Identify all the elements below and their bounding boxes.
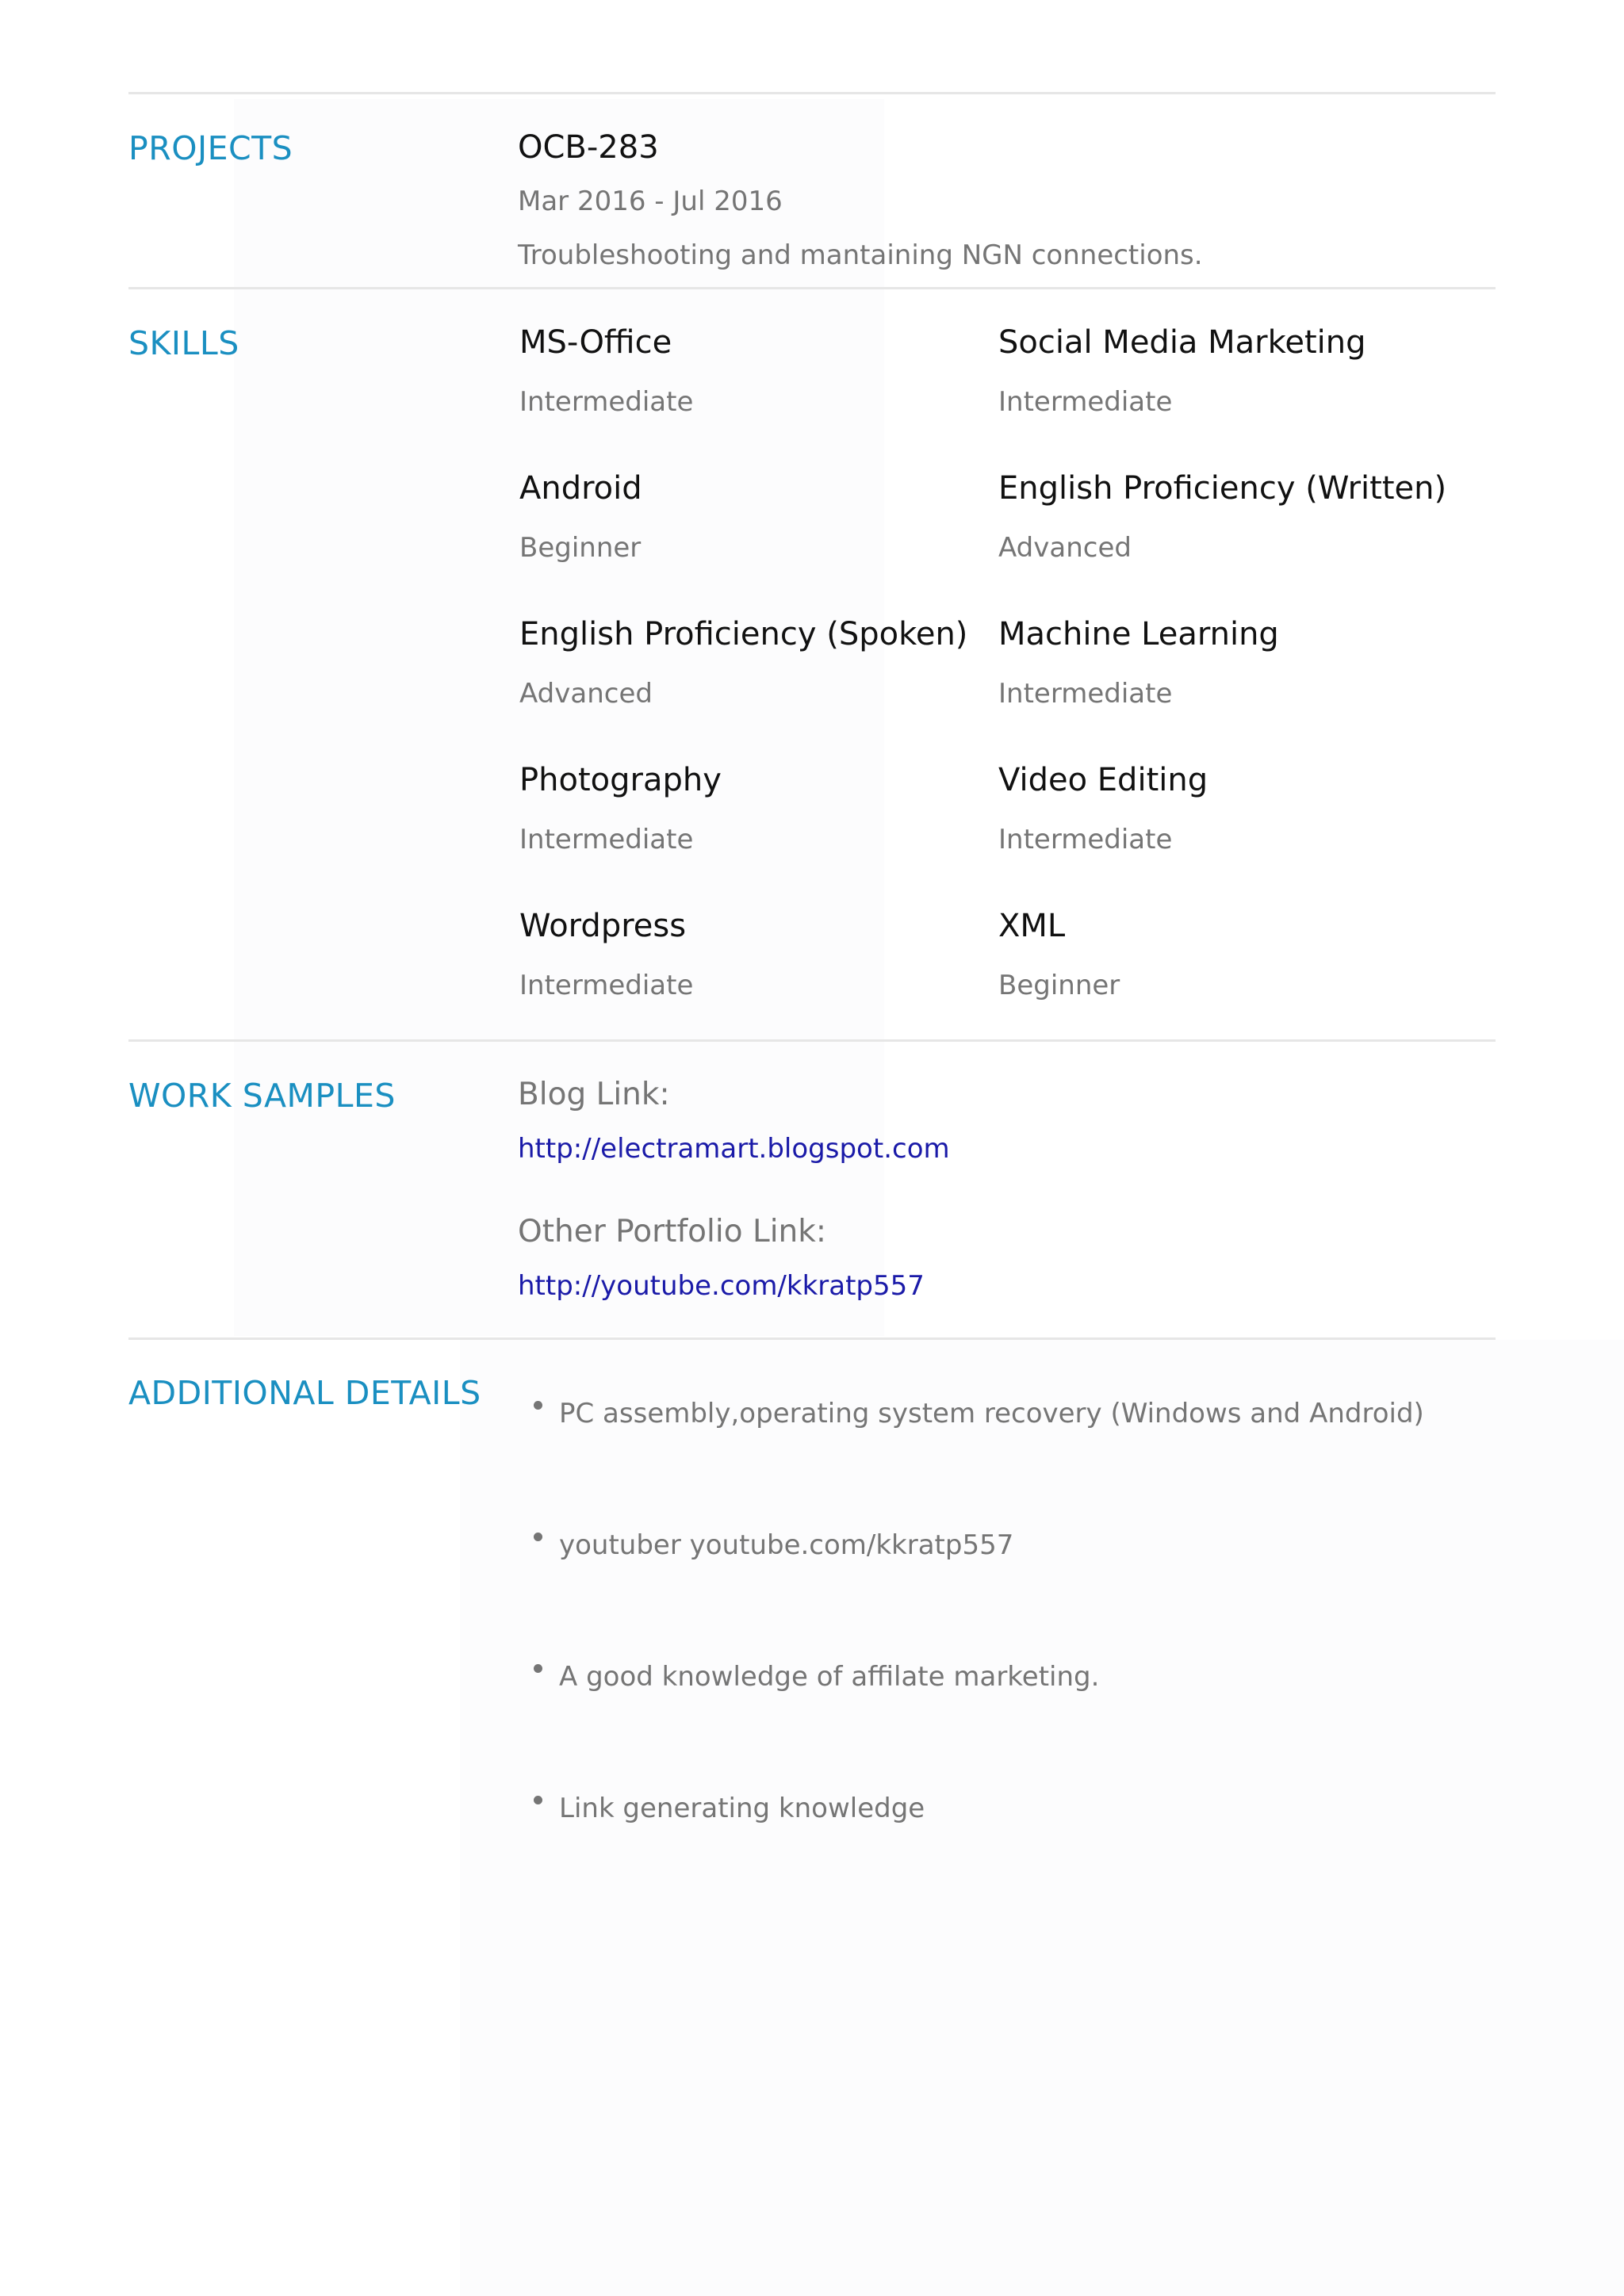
skill-level: Intermediate [519,386,694,418]
detail-text: PC assembly,operating system recovery (Windows and Android) [559,1398,1424,1429]
portfolio-link[interactable]: http://youtube.com/kkratp557 [518,1270,925,1302]
skill-name: Photography [519,762,722,798]
bullet-icon [534,1401,542,1410]
detail-text: A good knowledge of affilate marketing. [559,1661,1100,1693]
skill-name: XML [998,908,1066,944]
skill-level: Advanced [519,678,653,710]
skill-name: Machine Learning [998,616,1279,652]
project-description: Troubleshooting and mantaining NGN connections. [518,239,1203,271]
bullet-icon [534,1533,542,1541]
skill-level: Intermediate [998,824,1173,855]
skill-level: Intermediate [998,386,1173,418]
skill-name: MS-Office [519,324,672,361]
work-samples-heading: WORK SAMPLES [128,1077,396,1115]
skill-name: Video Editing [998,762,1208,798]
skill-level: Advanced [998,532,1132,564]
bullet-icon [534,1796,542,1804]
skill-level: Intermediate [519,970,694,1001]
detail-text: youtuber youtube.com/kkratp557 [559,1529,1014,1561]
additional-details-heading: ADDITIONAL DETAILS [128,1374,481,1412]
skill-level: Beginner [519,532,642,564]
skills-heading: SKILLS [128,324,239,362]
skill-name: Social Media Marketing [998,324,1366,361]
skill-name: English Proficiency (Written) [998,470,1447,507]
section-divider [128,1039,1496,1042]
section-divider [128,1337,1496,1340]
skill-name: English Proficiency (Spoken) [519,616,968,652]
skill-level: Intermediate [998,678,1173,710]
projects-heading: PROJECTS [128,129,293,167]
skill-name: Wordpress [519,908,687,944]
section-divider [128,287,1496,289]
skill-name: Android [519,470,642,507]
blog-link[interactable]: http://electramart.blogspot.com [518,1133,950,1165]
skill-level: Intermediate [519,824,694,855]
blog-link-label: Blog Link: [518,1077,670,1112]
bullet-icon [534,1664,542,1673]
portfolio-link-label: Other Portfolio Link: [518,1214,826,1249]
project-dates: Mar 2016 - Jul 2016 [518,186,783,217]
detail-text: Link generating knowledge [559,1793,925,1824]
project-title: OCB-283 [518,129,659,166]
section-divider [128,92,1496,94]
skill-level: Beginner [998,970,1120,1001]
